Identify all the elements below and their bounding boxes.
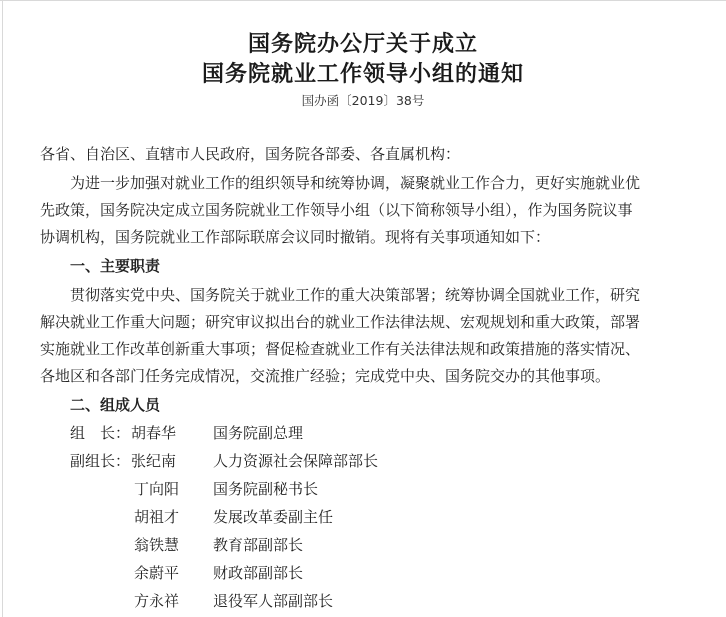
intro-line: 为进一步加强对就业工作的组织领导和统筹协调，凝聚就业工作合力，更好实施就业优 xyxy=(70,174,641,192)
member-name: 丁向阳 xyxy=(134,480,180,498)
member-name: 余蔚平 xyxy=(134,564,180,582)
member-role: 人力资源社会保障部部长 xyxy=(213,452,379,470)
member-position-label: 组 长： xyxy=(70,424,131,442)
title-line-1: 国务院办公厅关于成立 xyxy=(247,32,478,57)
intro-line: 协调机构，国务院就业工作部际联席会议同时撤销。现将有关事项通知如下： xyxy=(40,228,551,246)
top-border xyxy=(0,0,726,1)
duties-line: 解决就业工作重大问题；研究审议拟出台的就业工作法律法规、宏观规划和重大政策，部署 xyxy=(40,313,641,331)
member-name: 张纪南 xyxy=(131,452,177,470)
member-name: 方永祥 xyxy=(134,592,180,610)
member-name: 胡春华 xyxy=(131,424,177,442)
member-role: 国务院副总理 xyxy=(213,424,304,442)
member-position-label: 副组长： xyxy=(70,452,131,470)
member-role: 国务院副秘书长 xyxy=(213,480,319,498)
member-role: 发展改革委副主任 xyxy=(213,508,334,526)
duties-line: 实施就业工作改革创新重大事项；督促检查就业工作有关法律法规和政策措施的落实情况、 xyxy=(40,340,641,358)
member-role: 退役军人部副部长 xyxy=(213,592,334,610)
member-name: 翁铁慧 xyxy=(134,536,180,554)
member-role: 财政部副部长 xyxy=(213,564,304,582)
member-role: 教育部副部长 xyxy=(213,536,304,554)
duties-line: 贯彻落实党中央、国务院关于就业工作的重大决策部署；统筹协调全国就业工作，研究 xyxy=(70,286,641,304)
intro-line: 先政策，国务院决定成立国务院就业工作领导小组（以下简称领导小组），作为国务院议事 xyxy=(40,201,633,219)
member-name: 胡祖才 xyxy=(134,508,180,526)
salutation: 各省、自治区、直辖市人民政府，国务院各部委、各直属机构： xyxy=(40,145,461,163)
duties-line: 各地区和各部门任务完成情况，交流推广经验；完成党中央、国务院交办的其他事项。 xyxy=(40,367,611,385)
section-heading-members: 二、组成人员 xyxy=(70,396,161,414)
document-number: 国办函〔2019〕38号 xyxy=(301,93,425,108)
section-heading-duties: 一、主要职责 xyxy=(70,257,161,275)
title-line-2: 国务院就业工作领导小组的通知 xyxy=(201,62,524,87)
